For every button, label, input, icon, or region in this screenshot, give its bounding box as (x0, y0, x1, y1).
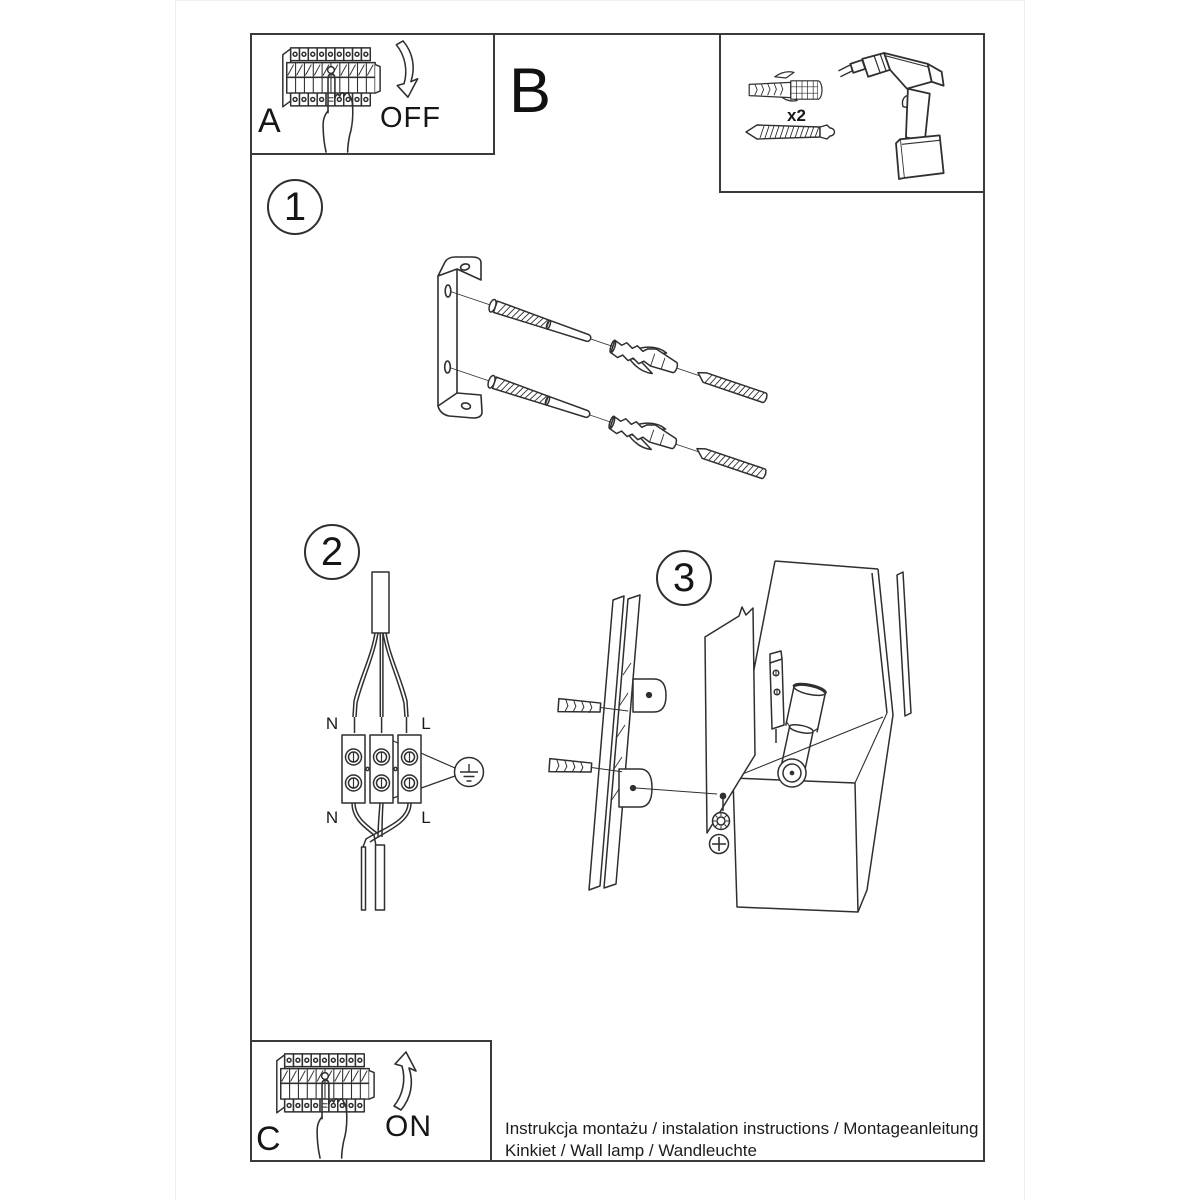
screw-icon (744, 120, 839, 144)
mounting-hardware (444, 279, 772, 488)
step-1-badge (267, 179, 323, 235)
step-3-number: 3 (672, 555, 696, 600)
panel-c-letter: C (256, 1120, 281, 1158)
lamp-housing (705, 561, 911, 912)
footer-line-2: Kinkiet / Wall lamp / Wandleuchte (505, 1141, 757, 1160)
terminal-label-n-bottom: N (325, 808, 339, 827)
step-3-drawing (545, 555, 910, 950)
circuit-breaker-hand-icon (270, 40, 388, 154)
section-b-letter: B (509, 56, 552, 126)
drill-icon (836, 48, 956, 182)
arrow-up-icon (388, 1046, 422, 1112)
step-1-number: 1 (283, 184, 307, 229)
footer-line-1: Instrukcja montażu / instalation instructions / Montageanleitung (505, 1119, 979, 1138)
panel-a-letter: A (258, 102, 281, 140)
step-2-number: 2 (320, 529, 344, 574)
step-2-wiring-diagram (312, 565, 497, 915)
bulb-socket (770, 651, 826, 790)
arrow-down-icon (390, 39, 424, 103)
on-label: ON (385, 1110, 432, 1143)
wall-plug-icon (746, 70, 826, 110)
wall-bracket (438, 257, 482, 418)
circuit-breaker-hand-icon (264, 1046, 382, 1160)
step-1-drawing (435, 252, 787, 484)
terminal-label-l-bottom: L (421, 808, 431, 827)
anchor-in-wall-bottom (549, 759, 623, 777)
wall-plate (589, 595, 666, 890)
terminal-label-l-top: L (421, 714, 431, 733)
off-label: OFF (380, 102, 441, 134)
terminal-label-n-top: N (325, 714, 339, 733)
quantity-label: x2 (787, 106, 806, 125)
